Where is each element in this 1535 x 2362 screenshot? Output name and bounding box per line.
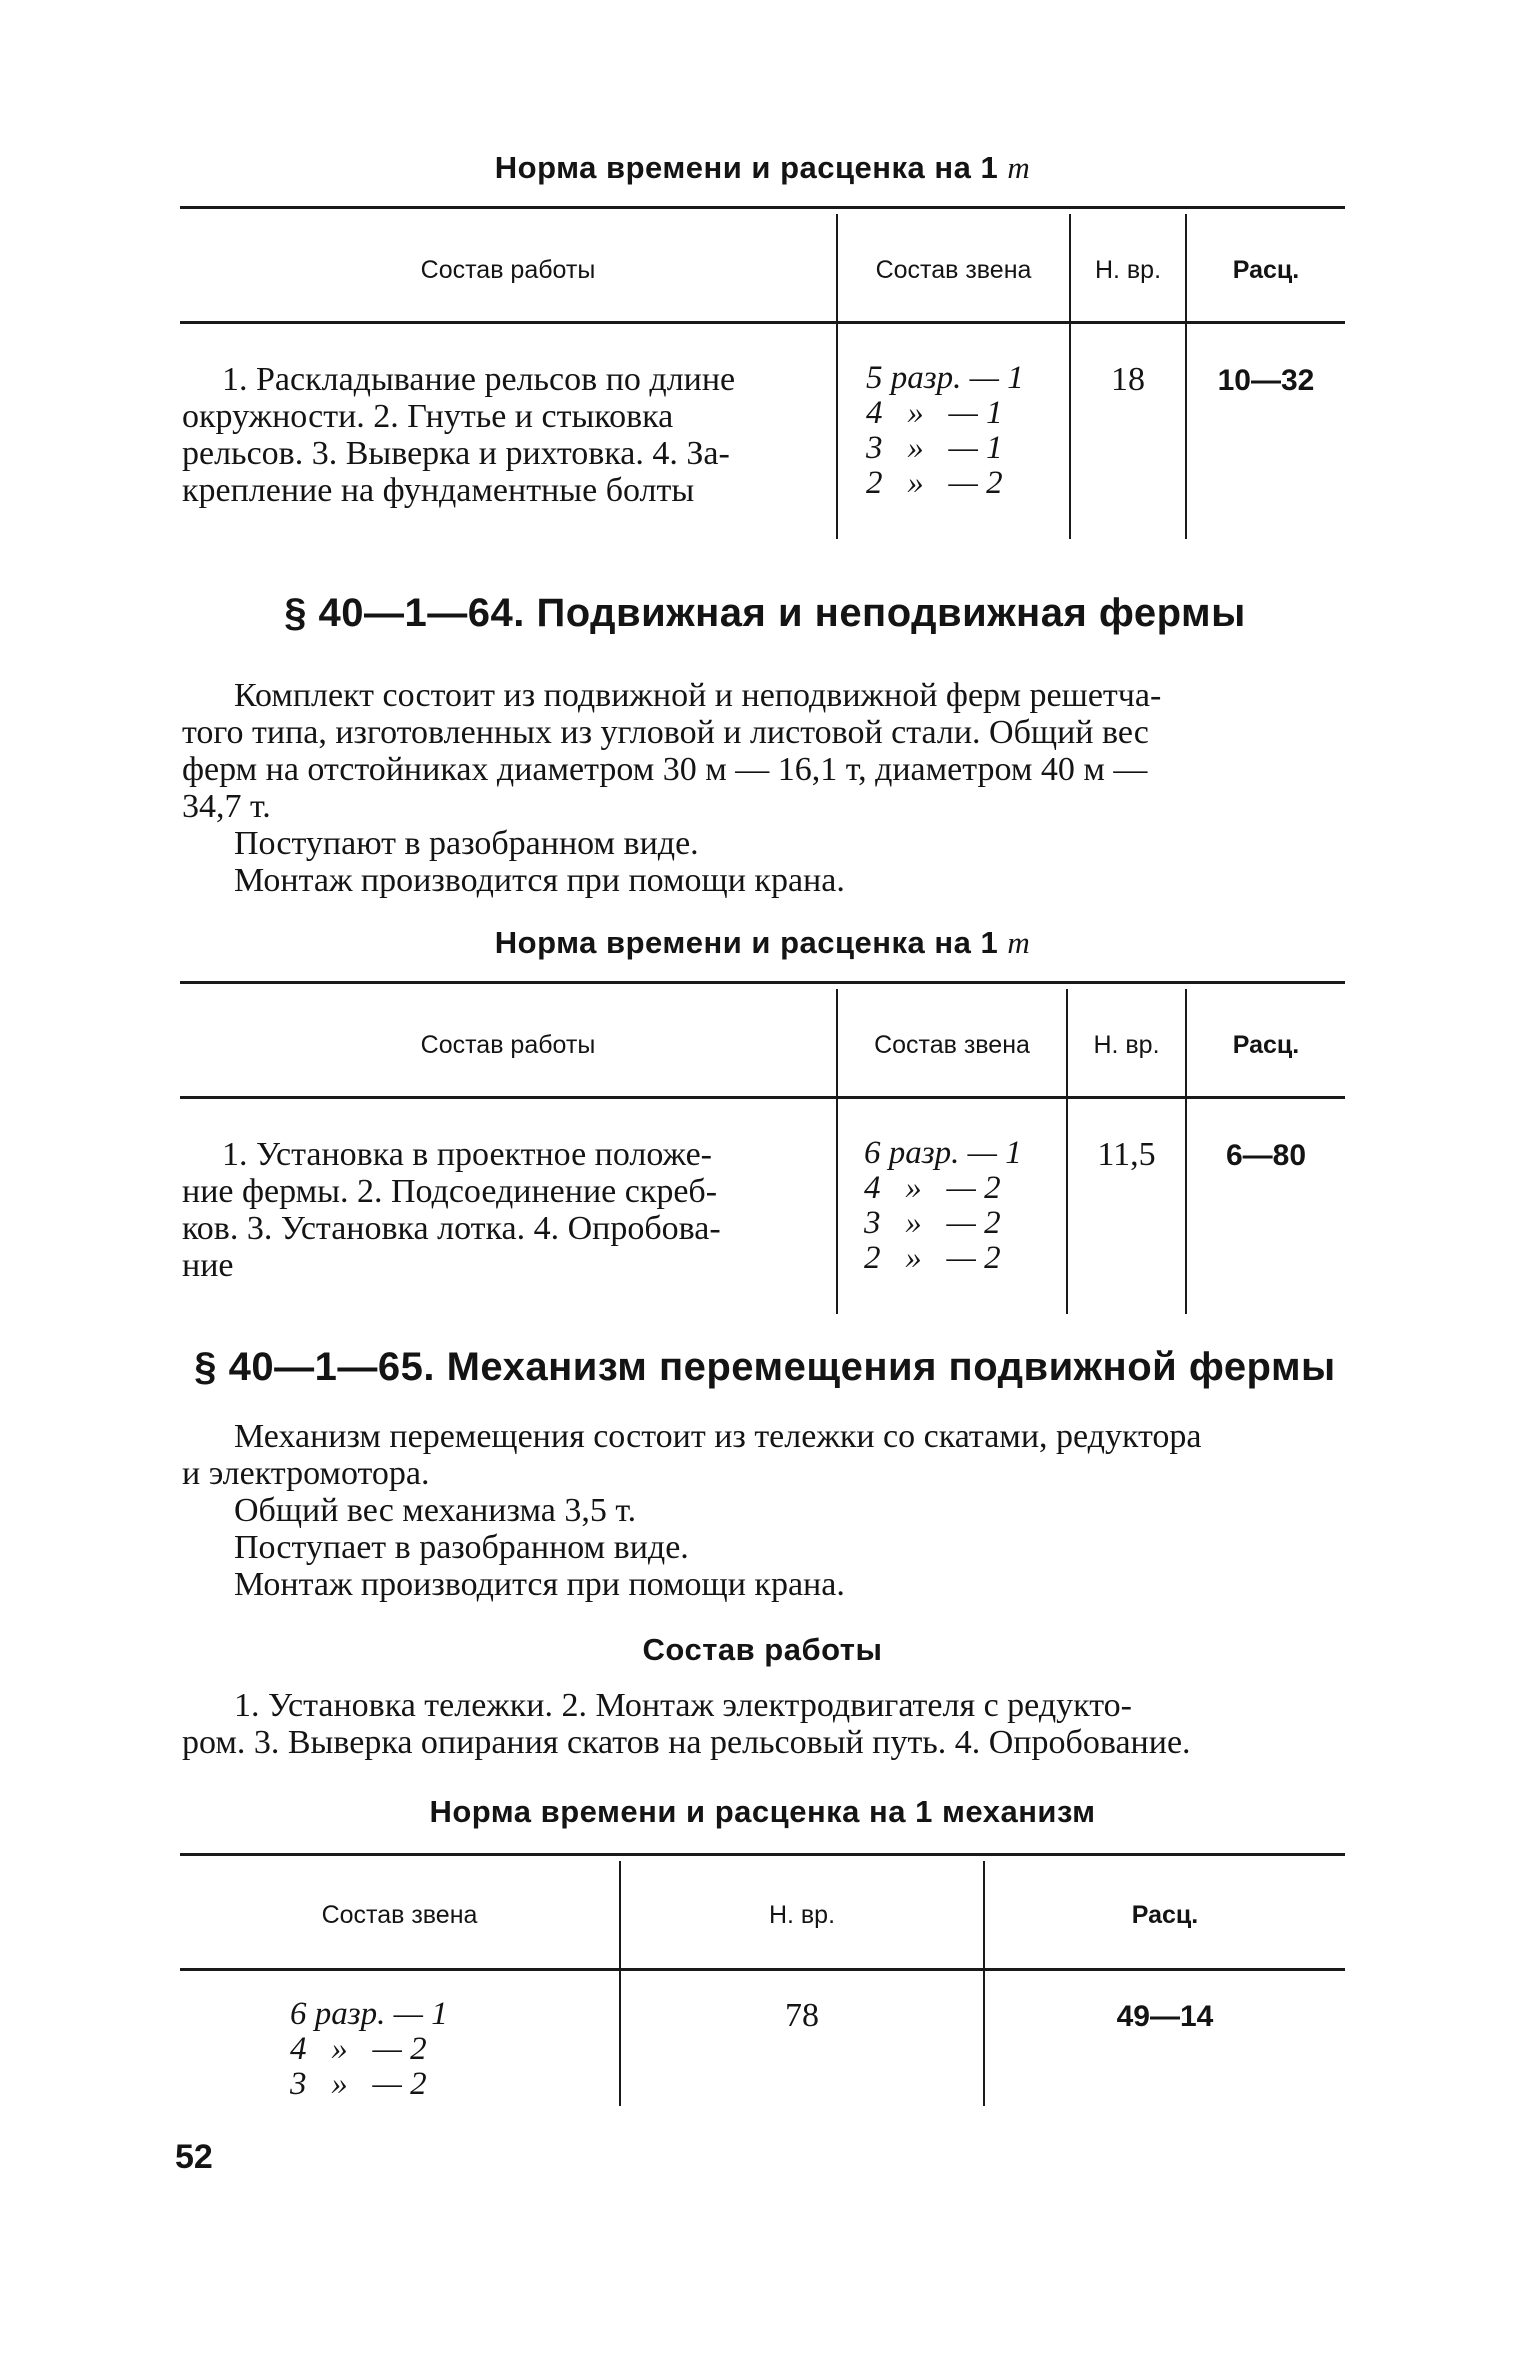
- table2-crew: 6 разр. — 1 4 » — 2 3 » — 2 2 » — 2: [864, 1135, 1022, 1276]
- table2-header-rule: [180, 1096, 1345, 1099]
- section-64-text: Комплект состоит из подвижной и неподвижной ферм решетча- того типа, изготовленных из угловой и листовой стали. Общий вес ферм на отстойниках диаметром 30 м — 16,1 т, диаметром 40 м — 34,7 т. Поступают в разобранном виде. Монтаж производится при помощи крана.: [182, 677, 1162, 899]
- table1-header-crew: Состав звена: [875, 256, 1032, 284]
- table3-norm-value: 78: [785, 1997, 819, 2034]
- table3-caption: Норма времени и расценка на 1 механизм: [429, 1794, 1096, 1829]
- table3-top-rule: [180, 1853, 1345, 1856]
- table3-header-rate: Расц.: [1131, 1901, 1199, 1929]
- table1-header-work: Состав работы: [420, 256, 596, 284]
- table1-norm-value: 18: [1111, 361, 1145, 398]
- table1-header-norm: Н. вр.: [1094, 256, 1162, 284]
- table3-header-crew: Состав звена: [321, 1901, 478, 1929]
- table2-work-text: 1. Установка в проектное положе- ние фермы. 2. Подсоединение скреб- ков. 3. Установка лотка. 4. Опробова- ние: [182, 1136, 721, 1284]
- table1-top-rule: [180, 206, 1345, 209]
- work-composition-text: 1. Установка тележки. 2. Монтаж электродвигателя с редукто- ром. 3. Выверка опирания скатов на рельсовый путь. 4. Опробование.: [182, 1687, 1191, 1761]
- table2-top-rule: [180, 981, 1345, 984]
- table1-header-rate: Расц.: [1232, 256, 1300, 284]
- table3-rate-value: 49—14: [1116, 2000, 1214, 2033]
- table2-header-work: Состав работы: [420, 1031, 596, 1059]
- table1-work-text: 1. Раскладывание рельсов по длине окружности. 2. Гнутье и стыковка рельсов. 3. Выверка и рихтовка. 4. За- крепление на фундаментные болты: [182, 361, 736, 509]
- table3-header-rule: [180, 1968, 1345, 1971]
- section-64-heading: § 40—1—64. Подвижная и неподвижная фермы: [284, 591, 1246, 635]
- table3-crew: 6 разр. — 1 4 » — 2 3 » — 2: [290, 1996, 448, 2102]
- table1-caption: Норма времени и расценка на 1 т: [494, 150, 1031, 185]
- table1-crew: 5 разр. — 1 4 » — 1 3 » — 1 2 » — 2: [866, 360, 1024, 501]
- table3-header-norm: Н. вр.: [768, 1901, 836, 1929]
- table2-header-crew: Состав звена: [874, 1031, 1030, 1059]
- table2-caption: Норма времени и расценка на 1 т: [494, 925, 1031, 960]
- table1-rate-value: 10—32: [1217, 364, 1315, 397]
- table3-col-divider: [619, 1861, 621, 2106]
- table2-header-norm: Н. вр.: [1093, 1031, 1160, 1059]
- table2-norm-value: 11,5: [1097, 1136, 1156, 1173]
- section-65-text: Механизм перемещения состоит из тележки со скатами, редуктора и электромотора. Общий вес механизма 3,5 т. Поступает в разобранном виде. Монтаж производится при помощи крана.: [182, 1418, 1202, 1603]
- table1-header-rule: [180, 321, 1345, 324]
- table3-col-divider: [983, 1861, 985, 2106]
- section-65-heading: § 40—1—65. Механизм перемещения подвижной фермы: [194, 1345, 1336, 1389]
- work-composition-heading: Состав работы: [642, 1632, 883, 1667]
- table2-header-rate: Расц.: [1232, 1031, 1300, 1059]
- page-number: 52: [175, 2138, 213, 2176]
- table2-rate-value: 6—80: [1225, 1139, 1307, 1172]
